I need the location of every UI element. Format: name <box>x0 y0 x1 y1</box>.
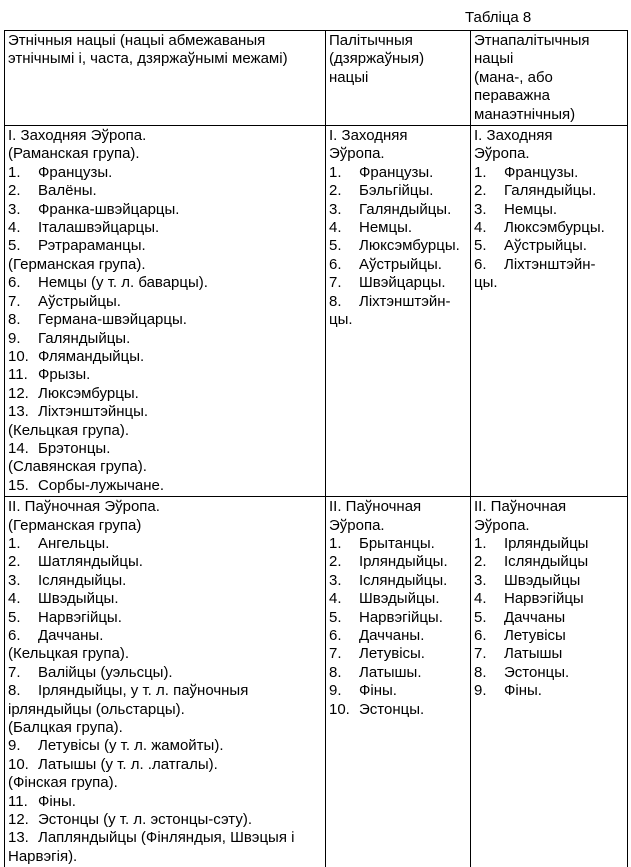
list-item <box>474 645 625 663</box>
cell-line: пераважна <box>474 87 550 105</box>
item-text: Швэйцарцы. <box>359 274 446 292</box>
list-item <box>474 572 625 590</box>
item-number: 7. <box>8 292 21 310</box>
table-cell <box>471 497 628 867</box>
item-text: Ісляндыйцы <box>504 553 589 571</box>
item-text: Латышы <box>504 645 563 663</box>
item-number: 13. <box>8 829 29 847</box>
item-number: 3. <box>8 200 21 218</box>
item-text: Ліхтэнштэйн- <box>359 292 451 310</box>
cell-line: I. Заходняя Эўропа. <box>8 127 147 145</box>
list-item <box>8 366 323 384</box>
list-item <box>8 572 323 590</box>
item-number: 3. <box>8 571 21 589</box>
list-item <box>474 535 625 553</box>
list-item <box>329 664 468 682</box>
item-number: 6. <box>474 255 487 273</box>
item-text: Летувісы (у т. л. жамойты). <box>38 737 224 755</box>
list-item <box>8 219 323 237</box>
item-number: 7. <box>329 645 342 663</box>
cell-line: (Фінская група). <box>8 774 118 792</box>
item-text: Эстонцы. <box>359 700 425 718</box>
item-number: 5. <box>474 608 487 626</box>
table-cell <box>326 126 471 497</box>
table-row <box>5 497 628 867</box>
item-text: Бэльгійцы. <box>359 182 434 200</box>
item-text: Валёны. <box>38 182 97 200</box>
item-text: Люксэмбурцы. <box>38 384 139 402</box>
list-item <box>329 553 468 571</box>
item-number: 1. <box>474 163 487 181</box>
cell-line: (Кельцкая група). <box>8 421 130 439</box>
cell-line: (Славянская група). <box>8 458 147 476</box>
item-text: Фрызы. <box>38 366 91 384</box>
item-text: Люксэмбурцы. <box>359 237 460 255</box>
item-text: Даччаны. <box>38 627 104 644</box>
list-item <box>8 385 323 403</box>
item-number: 5. <box>8 237 21 255</box>
item-text: Ліхтэнштэйнцы. <box>38 403 149 421</box>
item-number: 5. <box>8 608 21 626</box>
item-number: 6. <box>8 274 21 292</box>
item-text: Фіны. <box>359 682 397 700</box>
item-number: 12. <box>8 384 29 402</box>
table-caption: Табліца 8 <box>465 9 532 26</box>
list-item <box>474 664 625 682</box>
item-number: 2. <box>8 553 21 571</box>
item-number: 4. <box>474 219 487 237</box>
item-number: 6. <box>329 627 342 644</box>
item-number: 5. <box>474 237 487 255</box>
item-text: Летувісы <box>504 627 566 644</box>
item-number: 4. <box>8 590 21 608</box>
item-number: 8. <box>474 663 487 681</box>
list-item <box>474 237 625 255</box>
item-number: 4. <box>474 590 487 608</box>
item-number: 5. <box>329 237 342 255</box>
cell-line: Эўропа. <box>329 145 385 163</box>
column-header-1 <box>5 31 326 126</box>
list-item <box>329 609 468 627</box>
item-text: Франка-швэйцарцы. <box>38 200 180 218</box>
cell-line: этнічнымі і, часта, дзяржаўнымі межамі) <box>8 50 288 68</box>
item-text: Аўстрыйцы. <box>38 292 121 310</box>
item-text: Германа-швэйцарцы. <box>38 311 187 329</box>
list-item <box>8 627 323 645</box>
item-number: 10. <box>329 700 350 718</box>
item-number: 2. <box>329 553 342 571</box>
item-number: 6. <box>8 627 21 644</box>
cell-line: нацыі <box>474 50 514 68</box>
item-number: 10. <box>8 347 29 365</box>
item-text: Галяндыйцы. <box>359 200 452 218</box>
item-text: Аўстрыйцы. <box>359 255 442 273</box>
item-number: 6. <box>329 255 342 273</box>
item-text: Галяндыйцы. <box>504 182 597 200</box>
item-text: Брэтонцы. <box>38 439 111 457</box>
item-number: 5. <box>329 608 342 626</box>
list-item <box>329 590 468 608</box>
item-number: 3. <box>329 571 342 589</box>
list-item <box>8 829 323 847</box>
item-text: Швэдыйцы <box>504 571 581 589</box>
list-item <box>8 164 323 182</box>
cell-line: (Раманская група). <box>8 145 140 163</box>
item-text: Сорбы-лужычане. <box>38 476 165 494</box>
table-cell <box>5 497 326 867</box>
cell-line: Эўропа. <box>474 145 530 163</box>
item-number: 9. <box>329 682 342 700</box>
cell-line: (мана-, або <box>474 68 553 86</box>
list-item <box>329 274 468 292</box>
item-number: 11. <box>8 792 28 810</box>
item-text: Немцы (у т. л. баварцы). <box>38 274 208 292</box>
item-number: 8. <box>329 292 342 310</box>
list-item <box>8 330 323 348</box>
list-item <box>8 440 323 458</box>
item-number: 14. <box>8 439 29 457</box>
cell-line: (Кельцкая група). <box>8 645 130 663</box>
list-item <box>8 793 323 811</box>
column-header-2 <box>326 31 471 126</box>
item-text: Ісляндыйцы. <box>38 571 127 589</box>
list-item <box>329 645 468 663</box>
item-text: Ангельцы. <box>38 534 110 552</box>
list-item <box>8 553 323 571</box>
item-number: 1. <box>8 534 21 552</box>
cell-line: Эўропа. <box>329 516 385 534</box>
item-number: 3. <box>329 200 342 218</box>
cell-line: (Германская група). <box>8 255 146 273</box>
item-text: Немцы. <box>359 219 413 237</box>
item-text: Рэтрараманцы. <box>38 237 146 255</box>
item-text: Швэдыйцы. <box>38 590 119 608</box>
item-text: Люксэмбурцы. <box>504 219 605 237</box>
item-text: Латышы (у т. л. .латгалы). <box>38 755 218 773</box>
item-text: Нарвэгійцы. <box>359 608 443 626</box>
table-cell <box>471 126 628 497</box>
cell-line: цы. <box>474 274 498 292</box>
item-text: Ліхтэнштэйн- <box>504 255 596 273</box>
list-item <box>329 627 468 645</box>
list-item <box>8 403 323 421</box>
list-item <box>8 737 323 755</box>
cell-line: I. Заходняя <box>329 127 408 145</box>
list-item <box>8 293 323 311</box>
item-text: Фіны. <box>504 682 542 700</box>
list-item <box>474 682 625 700</box>
item-number: 9. <box>8 329 21 347</box>
item-number: 8. <box>329 663 342 681</box>
item-number: 6. <box>474 627 487 644</box>
cell-line: I. Заходняя <box>474 127 553 145</box>
list-item <box>329 701 468 719</box>
list-item <box>474 219 625 237</box>
item-text: Летувісы. <box>359 645 425 663</box>
list-item <box>474 182 625 200</box>
list-item <box>474 590 625 608</box>
list-item <box>8 664 323 682</box>
item-number: 2. <box>474 182 487 200</box>
list-item <box>8 182 323 200</box>
item-number: 8. <box>8 682 21 700</box>
list-item <box>329 201 468 219</box>
table-cell <box>326 497 471 867</box>
list-item <box>329 164 468 182</box>
item-text: Шатляндыйцы. <box>38 553 143 571</box>
list-item <box>8 201 323 219</box>
item-text: Швэдыйцы. <box>359 590 440 608</box>
list-item <box>329 572 468 590</box>
item-number: 11. <box>8 366 28 384</box>
list-item <box>329 293 468 311</box>
list-item <box>329 182 468 200</box>
cell-line: Этнічныя нацыі (нацыі абмежаваныя <box>8 32 266 49</box>
item-text: Ірляндыйцы. <box>359 553 448 571</box>
item-text: Лапляндыйцы (Фінляндыя, Швэцыя і <box>38 829 295 847</box>
list-item <box>8 274 323 292</box>
cell-line: II. Паўночная Эўропа. <box>8 498 160 516</box>
nations-table <box>4 30 628 867</box>
item-number: 1. <box>329 534 342 552</box>
list-item <box>8 756 323 774</box>
list-item <box>474 256 625 274</box>
item-text: Брытанцы. <box>359 534 435 552</box>
cell-line: ірляндыйцы (ольстарцы). <box>8 700 185 718</box>
list-item <box>8 590 323 608</box>
item-number: 4. <box>329 219 342 237</box>
item-number: 8. <box>8 311 21 329</box>
table-header-row <box>5 31 628 126</box>
list-item <box>8 609 323 627</box>
list-item <box>8 311 323 329</box>
table-cell <box>5 126 326 497</box>
cell-line: (Балцкая група). <box>8 719 123 737</box>
list-item <box>329 237 468 255</box>
item-text: Ісляндыйцы. <box>359 571 448 589</box>
item-text: Даччаны. <box>359 627 425 644</box>
item-text: Латышы. <box>359 663 422 681</box>
cell-line: Эўропа. <box>474 516 530 534</box>
item-number: 4. <box>8 219 21 237</box>
item-text: Французы. <box>359 163 434 181</box>
cell-line: нацыі <box>329 68 369 86</box>
item-number: 3. <box>474 571 487 589</box>
list-item <box>329 219 468 237</box>
item-text: Флямандыйцы. <box>38 347 145 365</box>
item-text: Галяндыйцы. <box>38 329 131 347</box>
list-item <box>8 682 323 700</box>
item-number: 12. <box>8 811 29 829</box>
item-text: Немцы. <box>504 200 558 218</box>
item-number: 3. <box>474 200 487 218</box>
list-item <box>8 811 323 829</box>
list-item <box>474 609 625 627</box>
item-number: 1. <box>329 163 342 181</box>
item-text: Эстонцы. <box>504 663 570 681</box>
cell-line: Палітычныя <box>329 32 413 49</box>
list-item <box>8 237 323 255</box>
cell-line: цы. <box>329 311 353 329</box>
item-text: Ірляндыйцы, у т. л. паўночныя <box>38 682 249 700</box>
item-number: 2. <box>474 553 487 571</box>
item-text: Французы. <box>38 163 113 181</box>
list-item <box>474 201 625 219</box>
item-number: 10. <box>8 755 29 773</box>
list-item <box>474 627 625 645</box>
list-item <box>474 553 625 571</box>
item-text: Эстонцы (у т. л. эстонцы-сэту). <box>38 811 252 829</box>
item-text: Валійцы (уэльсцы). <box>38 663 173 681</box>
column-header-3 <box>471 31 628 126</box>
item-text: Даччаны <box>504 608 566 626</box>
cell-line: Нарвэгія). <box>8 847 78 865</box>
item-number: 7. <box>474 645 487 663</box>
list-item <box>8 477 323 495</box>
item-text: Аўстрыйцы. <box>504 237 587 255</box>
list-item <box>329 682 468 700</box>
item-text: Італашвэйцарцы. <box>38 219 160 237</box>
list-item <box>8 348 323 366</box>
item-number: 1. <box>474 534 487 552</box>
cell-line: (Германская група) <box>8 516 142 534</box>
item-number: 1. <box>8 163 21 181</box>
item-text: Фіны. <box>38 792 76 810</box>
cell-line: Этнапалітычныя <box>474 32 590 49</box>
list-item <box>329 256 468 274</box>
cell-line: (дзяржаўныя) <box>329 50 425 68</box>
item-number: 9. <box>8 737 21 755</box>
item-text: Нарвэгійцы. <box>38 608 122 626</box>
item-number: 7. <box>329 274 342 292</box>
item-text: Французы. <box>504 163 579 181</box>
cell-line: манаэтнічныя) <box>474 105 576 123</box>
item-number: 4. <box>329 590 342 608</box>
cell-line: II. Паўночная <box>329 498 422 516</box>
item-text: Нарвэгійцы <box>504 590 584 608</box>
table-row <box>5 126 628 497</box>
list-item <box>474 164 625 182</box>
item-number: 7. <box>8 663 21 681</box>
item-text: Ірляндыйцы <box>504 534 589 552</box>
item-number: 13. <box>8 403 29 421</box>
cell-line: II. Паўночная <box>474 498 567 516</box>
item-number: 9. <box>474 682 487 700</box>
item-number: 2. <box>329 182 342 200</box>
list-item <box>329 535 468 553</box>
list-item <box>8 535 323 553</box>
item-number: 15. <box>8 476 29 494</box>
item-number: 2. <box>8 182 21 200</box>
